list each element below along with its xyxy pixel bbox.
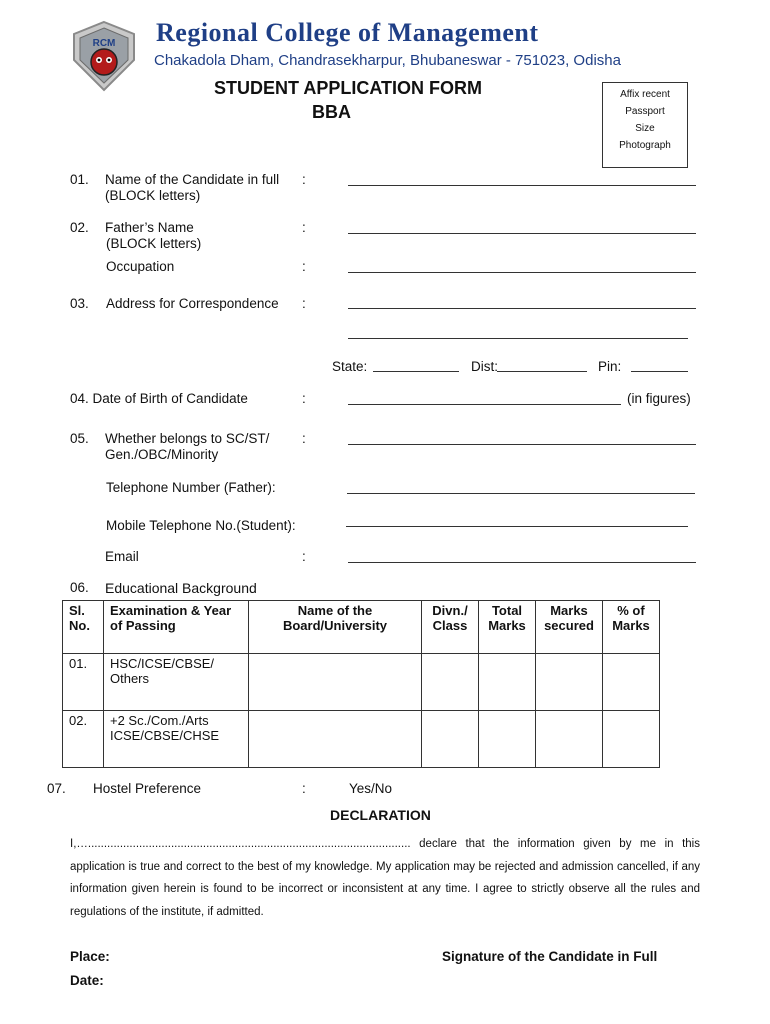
email-label: Email — [105, 549, 139, 564]
q04-label: 04. Date of Birth of Candidate — [70, 391, 248, 406]
signature-label: Signature of the Candidate in Full — [442, 949, 658, 964]
cell-board[interactable] — [249, 711, 422, 768]
cell-percent[interactable] — [603, 654, 660, 711]
dist-field[interactable] — [497, 371, 587, 372]
colon: : — [302, 431, 306, 446]
colon: : — [302, 781, 306, 796]
q01-number: 01. — [70, 172, 89, 187]
col-header-exam: Examination & Year of Passing — [104, 601, 249, 654]
mobile-field[interactable] — [346, 526, 688, 527]
pin-label: Pin: — [598, 359, 622, 374]
cell-divn[interactable] — [422, 654, 479, 711]
mobile-label: Mobile Telephone No.(Student): — [106, 518, 296, 533]
q05-label: Whether belongs to SC/ST/ — [105, 431, 270, 446]
q02-sublabel: (BLOCK letters) — [106, 236, 202, 251]
colon: : — [302, 549, 306, 564]
col-header-divn: Divn./ Class — [422, 601, 479, 654]
state-field[interactable] — [373, 371, 459, 372]
state-label: State: — [332, 359, 368, 374]
photo-box-line: Photograph — [619, 140, 671, 151]
hostel-preference-value[interactable]: Yes/No — [349, 781, 393, 796]
photo-box-line: Size — [635, 123, 655, 134]
cell-percent[interactable] — [603, 711, 660, 768]
dist-label: Dist: — [471, 359, 498, 374]
colon: : — [302, 220, 306, 235]
in-figures-label: (in figures) — [627, 391, 691, 406]
q06-number: 06. — [70, 580, 89, 595]
table-row — [63, 654, 660, 711]
cell-exam: HSC/ICSE/CBSE/ Others — [104, 654, 249, 711]
name-field[interactable] — [348, 185, 696, 186]
college-logo — [68, 20, 140, 92]
cell-total[interactable] — [479, 711, 536, 768]
cell-total[interactable] — [479, 654, 536, 711]
q07-label: Hostel Preference — [93, 781, 202, 796]
colon: : — [302, 296, 306, 311]
q05-number: 05. — [70, 431, 89, 446]
address-field-line1[interactable] — [348, 308, 696, 309]
q01-sublabel: (BLOCK letters) — [105, 188, 201, 203]
cell-sl: 02. — [63, 711, 104, 768]
colon: : — [302, 391, 306, 406]
dob-field[interactable] — [348, 404, 621, 405]
father-name-field[interactable] — [348, 233, 696, 234]
q05-sublabel: Gen./OBC/Minority — [105, 447, 219, 462]
photo-box-line: Affix recent — [620, 89, 670, 100]
q03-number: 03. — [70, 296, 89, 311]
cell-secured[interactable] — [536, 711, 603, 768]
college-address: Chakadola Dham, Chandrasekharpur, Bhubaneswar - 751023, Odisha — [154, 52, 621, 69]
declaration-text: I,…..................................................................................................... declare that the information given by me in this application is true and correct to the best of my knowledge. My application may be rejected and admission cancelled, if any information given herein is found to be incorrect or inconsistent at any time. I agree to strictly observe all the rules and regulations of the institute, if admitted. — [70, 838, 700, 918]
place-label: Place: — [70, 949, 110, 964]
email-field[interactable] — [348, 562, 696, 563]
logo-text: RCM — [92, 38, 116, 49]
cell-exam: +2 Sc./Com./Arts ICSE/CBSE/CHSE — [104, 711, 249, 768]
form-subtitle: BBA — [312, 102, 351, 122]
cell-sl: 01. — [63, 654, 104, 711]
cell-secured[interactable] — [536, 654, 603, 711]
telephone-field[interactable] — [347, 493, 695, 494]
colon: : — [302, 172, 306, 187]
col-header-secured: Marks secured — [536, 601, 603, 654]
occupation-label: Occupation — [106, 259, 175, 274]
col-header-sl: Sl. No. — [63, 601, 104, 654]
category-field[interactable] — [348, 444, 696, 445]
photo-box-line: Passport — [625, 106, 665, 117]
telephone-label: Telephone Number (Father): — [106, 480, 276, 495]
col-header-total: Total Marks — [479, 601, 536, 654]
form-title: STUDENT APPLICATION FORM — [214, 78, 482, 98]
q02-number: 02. — [70, 220, 89, 235]
q03-label: Address for Correspondence — [106, 296, 279, 311]
college-name: Regional College of Management — [156, 18, 539, 47]
photo-box[interactable] — [602, 82, 688, 168]
q02-label: Father’s Name — [105, 220, 194, 235]
date-label: Date: — [70, 973, 104, 988]
declaration-title: DECLARATION — [330, 807, 431, 823]
table-header-row — [63, 601, 660, 654]
q07-number: 07. — [47, 781, 66, 796]
colon: : — [302, 259, 306, 274]
cell-board[interactable] — [249, 654, 422, 711]
q01-label: Name of the Candidate in full — [105, 172, 280, 187]
col-header-percent: % of Marks — [603, 601, 660, 654]
cell-divn[interactable] — [422, 711, 479, 768]
pin-field[interactable] — [631, 371, 688, 372]
education-table — [62, 600, 660, 768]
address-field-line2[interactable] — [348, 338, 688, 339]
col-header-board: Name of the Board/University — [249, 601, 422, 654]
q06-label: Educational Background — [105, 580, 257, 596]
occupation-field[interactable] — [348, 272, 696, 273]
table-row — [63, 711, 660, 768]
